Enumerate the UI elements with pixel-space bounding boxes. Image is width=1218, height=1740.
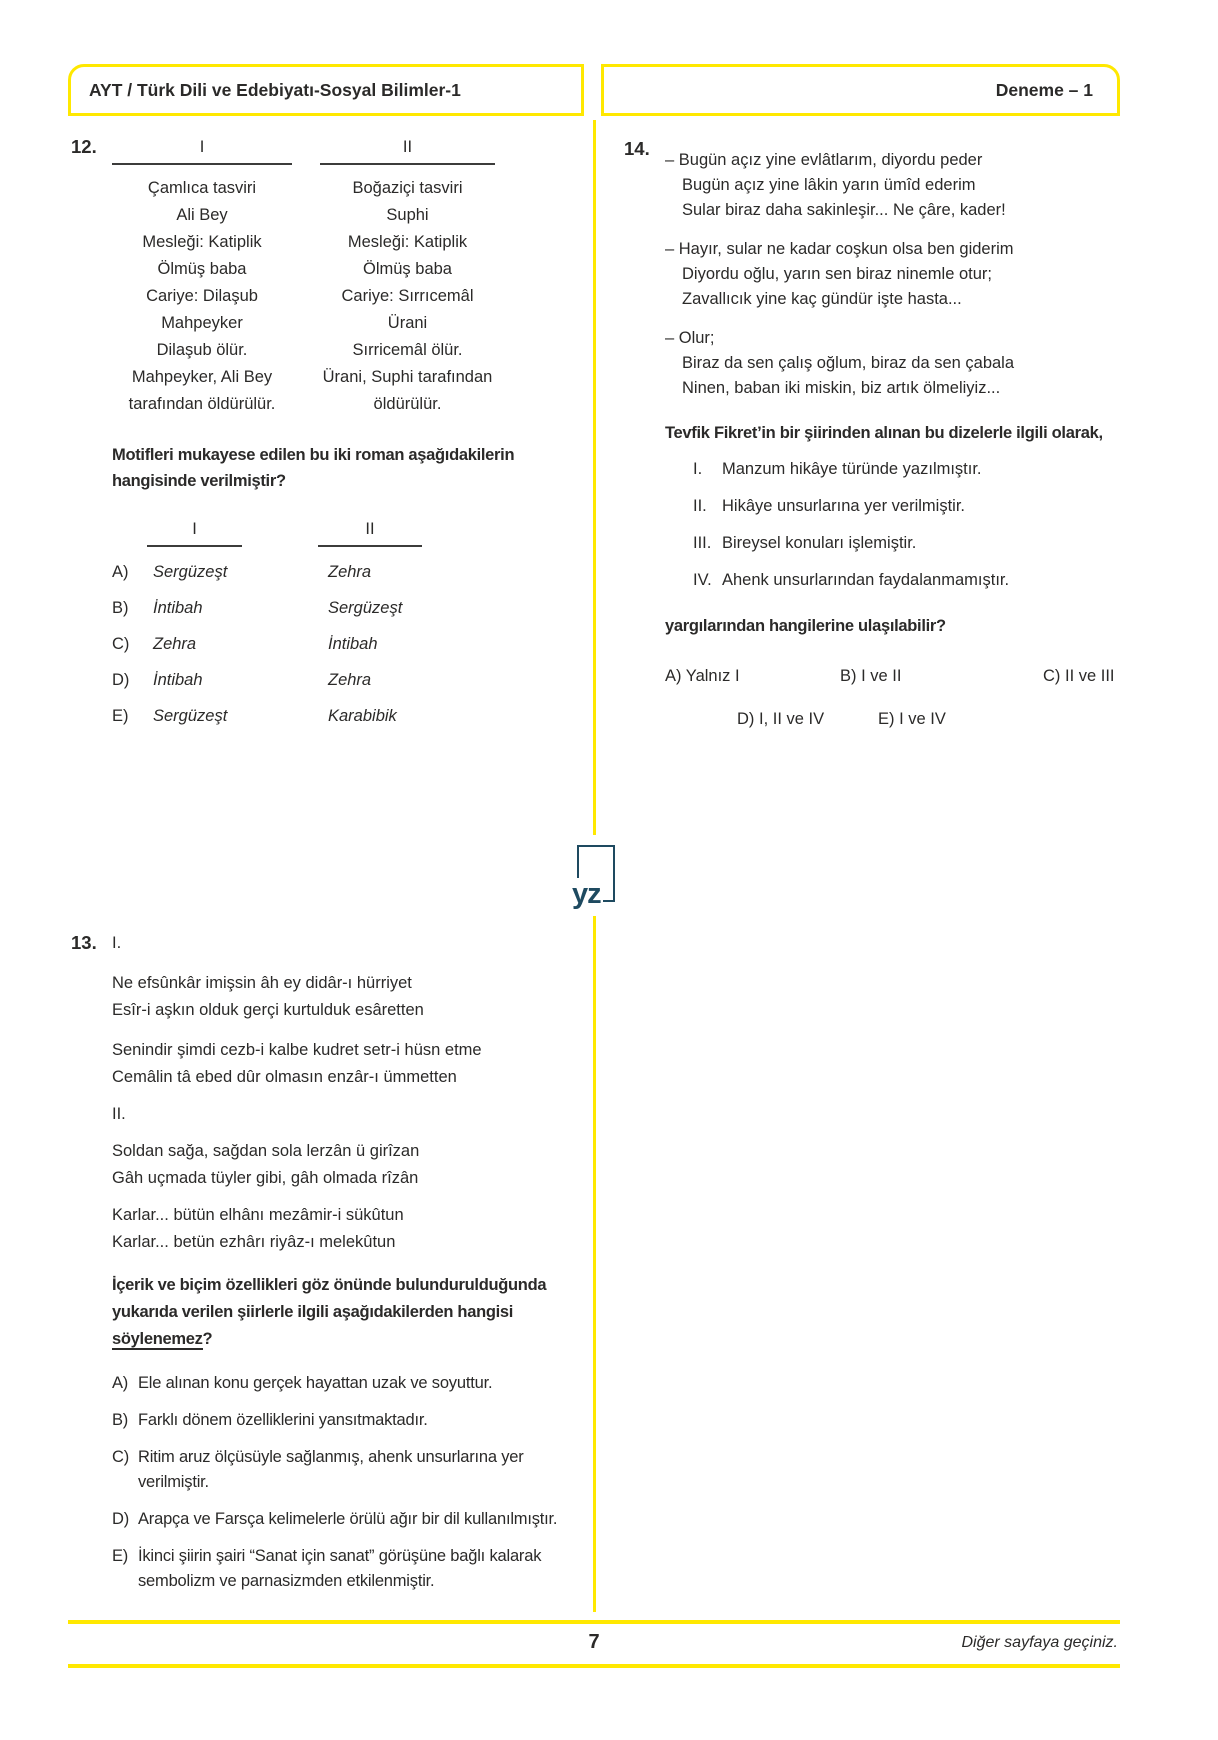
option-col1: İntibah	[153, 599, 203, 617]
option-letter: C)	[112, 635, 130, 653]
q13-poem1-couplet1	[112, 970, 574, 1024]
q12-answer-col1-header: I	[147, 520, 242, 547]
logo-text: yz	[572, 878, 601, 910]
q12-stem: Motifleri mukayese edilen bu iki roman aşağıdakilerin hangisinde verilmiştir?	[112, 446, 515, 490]
q13-stem-end: ?	[202, 1330, 213, 1348]
item-numeral: IV.	[693, 571, 712, 589]
question-12	[71, 136, 568, 727]
header-right-box	[601, 64, 1120, 116]
q12-option-c	[112, 633, 568, 655]
q13-part1-label: I.	[112, 934, 122, 952]
q14-stanza-2	[665, 237, 1152, 312]
item-numeral: II.	[693, 497, 707, 515]
table-cell: Çamlıca tasviri	[147, 179, 257, 197]
item-numeral: I.	[693, 460, 703, 478]
question-14	[624, 137, 1152, 732]
q12-answer-col2-header: II	[318, 520, 422, 547]
option-letter: E)	[112, 707, 129, 725]
option-text: Ele alınan konu gerçek hayattan uzak ve soyuttur.	[138, 1374, 493, 1392]
option-text: İkinci şiirin şairi “Sanat için sanat” görüşüne bağlı kalarak sembolizm ve parnasizmden etkilenmiştir.	[138, 1547, 542, 1590]
q13-poem2-couplet2	[112, 1202, 574, 1256]
poem-line: Biraz da sen çalış oğlum, biraz da sen çabala	[682, 354, 1015, 372]
publisher-logo	[572, 845, 615, 910]
item-text: Hikâye unsurlarına yer verilmiştir.	[722, 497, 965, 515]
option-col2: Karabibik	[328, 707, 397, 725]
option-letter: C)	[112, 1448, 130, 1466]
poem-line: Karlar... betün ezhârı riyâz-ı melekûtun	[112, 1233, 396, 1251]
table-cell: Suphi	[386, 206, 429, 224]
table-cell: Mesleği: Katiplik	[347, 233, 468, 251]
table-cell: Ürani, Suphi tarafından öldürülür.	[322, 368, 493, 413]
question-12-number: 12.	[71, 136, 97, 157]
option-letter: D)	[112, 1510, 130, 1528]
option-col2: Zehra	[328, 563, 372, 581]
item-numeral: III.	[693, 534, 712, 552]
footer-divider-top	[68, 1620, 1120, 1624]
q13-stem	[112, 1272, 582, 1353]
table-cell: Ürani	[387, 314, 428, 332]
table-cell: Ölmüş baba	[157, 260, 247, 278]
option-letter: E)	[112, 1547, 129, 1565]
exam-title: AYT / Türk Dili ve Edebiyatı-Sosyal Bilimler-1	[89, 79, 461, 100]
list-item	[693, 457, 1152, 482]
option-col1: İntibah	[153, 671, 203, 689]
poem-line: Cemâlin tâ ebed dûr olmasın enzâr-ı ümmetten	[112, 1068, 457, 1086]
table-cell: Boğaziçi tasviri	[352, 179, 463, 197]
q13-poem2-couplet1	[112, 1138, 574, 1192]
q12-answer-header	[112, 520, 568, 547]
table-cell: Ölmüş baba	[363, 260, 452, 278]
table-cell: Sırricemâl ölür.	[352, 341, 463, 359]
item-text: Manzum hikâye türünde yazılmıştır.	[722, 460, 982, 478]
q13-option-c	[112, 1445, 574, 1495]
q14-options-row1	[665, 664, 1152, 689]
question-14-number: 14.	[624, 138, 650, 159]
q13-option-a	[112, 1371, 574, 1396]
poem-line: Sular biraz daha sakinleşir... Ne çâre, kader!	[682, 201, 1006, 219]
q13-option-d	[112, 1507, 574, 1532]
q14-stanza-3	[665, 326, 1152, 401]
q14-stanza-1	[665, 148, 1152, 223]
q12-table-col2	[320, 137, 495, 418]
item-text: Ahenk unsurlarından faydalanmamıştır.	[722, 571, 1010, 589]
option-col1: Sergüzeşt	[153, 563, 228, 581]
poem-line: Ninen, baban iki miskin, biz artık ölmeliyiz...	[682, 379, 1001, 397]
poem-line: Karlar... bütün elhânı mezâmir-i sükûtun	[112, 1206, 404, 1224]
q13-option-b	[112, 1408, 574, 1433]
question-13	[71, 930, 574, 1606]
option-text: Ritim aruz ölçüsüyle sağlanmış, ahenk unsurlarına yer verilmiştir.	[138, 1448, 524, 1491]
poem-line: Diyordu oğlu, yarın sen biraz ninemle otur;	[682, 265, 992, 283]
option-letter: B)	[112, 1411, 129, 1429]
q14-judgment-list	[665, 457, 1152, 593]
poem-line: – Olur;	[665, 329, 715, 347]
option-letter: A)	[112, 1374, 129, 1392]
poem-line: Zavallıcık yine kaç gündür işte hasta...	[682, 290, 962, 308]
option-text: Arapça ve Farsça kelimelerle örülü ağır bir dil kullanılmıştır.	[138, 1510, 558, 1528]
list-item	[693, 568, 1152, 593]
table-cell: Cariye: Dilaşub	[146, 287, 258, 305]
q13-poem1-couplet2	[112, 1037, 574, 1091]
q12-col1-header: I	[112, 137, 292, 165]
option-col2: Sergüzeşt	[328, 599, 403, 617]
q14-option-d: D) I, II ve IV	[737, 710, 825, 728]
poem-line: Esîr-i aşkın olduk gerçi kurtulduk esâretten	[112, 1001, 424, 1019]
q14-option-c: C) II ve III	[1043, 667, 1115, 685]
table-cell: Dilaşub ölür.	[156, 341, 248, 359]
footer-divider-bottom	[68, 1664, 1120, 1668]
option-letter: A)	[112, 563, 129, 581]
q12-col2-header: II	[320, 137, 495, 165]
next-page-note: Diğer sayfaya geçiniz.	[961, 1634, 1118, 1651]
item-text: Bireysel konuları işlemiştir.	[722, 534, 917, 552]
option-col1: Sergüzeşt	[153, 707, 228, 725]
poem-line: Bugün açız yine lâkin yarın ümîd ederim	[682, 176, 976, 194]
table-cell: Ali Bey	[176, 206, 228, 224]
q12-option-e	[112, 705, 568, 727]
q14-option-b: B) I ve II	[840, 667, 902, 685]
q13-option-e	[112, 1544, 574, 1594]
poem-line: – Bugün açız yine evlâtlarım, diyordu peder	[665, 151, 983, 169]
option-text: Farklı dönem özelliklerini yansıtmaktadır.	[138, 1411, 428, 1429]
header-left-box	[68, 64, 584, 116]
q12-option-b	[112, 597, 568, 619]
table-cell: Mahpeyker	[161, 314, 243, 332]
poem-line: Senindir şimdi cezb-i kalbe kudret setr-i hüsn etme	[112, 1041, 482, 1059]
page-number: 7	[588, 1631, 600, 1653]
q13-stem-underlined: söylenemez	[112, 1330, 203, 1348]
poem-line: Soldan sağa, sağdan sola lerzân ü girîzan	[112, 1142, 420, 1160]
q13-stem-text: İçerik ve biçim özellikleri göz önünde bulundurulduğunda yukarıda verilen şiirlerle ilgili aşağıdakilerden hangisi	[112, 1276, 547, 1321]
q13-part2-label: II.	[112, 1105, 126, 1123]
table-cell: Mahpeyker, Ali Bey tarafından öldürülür.	[128, 368, 276, 413]
poem-line: – Hayır, sular ne kadar coşkun olsa ben giderim	[665, 240, 1014, 258]
q14-stem1: Tevfik Fikret’in bir şiirinden alınan bu dizelerle ilgili olarak,	[665, 424, 1103, 442]
q14-option-e: E) I ve IV	[878, 710, 946, 728]
exam-subtitle: Deneme – 1	[995, 79, 1093, 100]
q13-options	[112, 1371, 574, 1594]
q14-option-a: A) Yalnız I	[665, 667, 740, 685]
poem-line: Gâh uçmada tüyler gibi, gâh olmada rîzân	[112, 1169, 419, 1187]
q12-comparison-table	[112, 137, 568, 418]
column-divider-bottom	[593, 916, 596, 1612]
q14-stem2: yargılarından hangilerine ulaşılabilir?	[665, 617, 946, 635]
q12-table-col1	[112, 137, 292, 418]
table-cell: Mesleği: Katiplik	[142, 233, 262, 251]
option-col2: Zehra	[328, 671, 372, 689]
q12-option-a	[112, 561, 568, 583]
option-letter: B)	[112, 599, 129, 617]
option-letter: D)	[112, 671, 130, 689]
poem-line: Ne efsûnkâr imişsin âh ey didâr-ı hürriyet	[112, 974, 412, 992]
q14-options-row2	[665, 707, 1152, 732]
option-col2: İntibah	[328, 635, 378, 653]
column-divider-top	[593, 120, 596, 835]
option-col1: Zehra	[153, 635, 197, 653]
table-cell: Cariye: Sırrıcemâl	[341, 287, 474, 305]
question-13-number: 13.	[71, 932, 97, 953]
q12-option-d	[112, 669, 568, 691]
list-item	[693, 494, 1152, 519]
list-item	[693, 531, 1152, 556]
